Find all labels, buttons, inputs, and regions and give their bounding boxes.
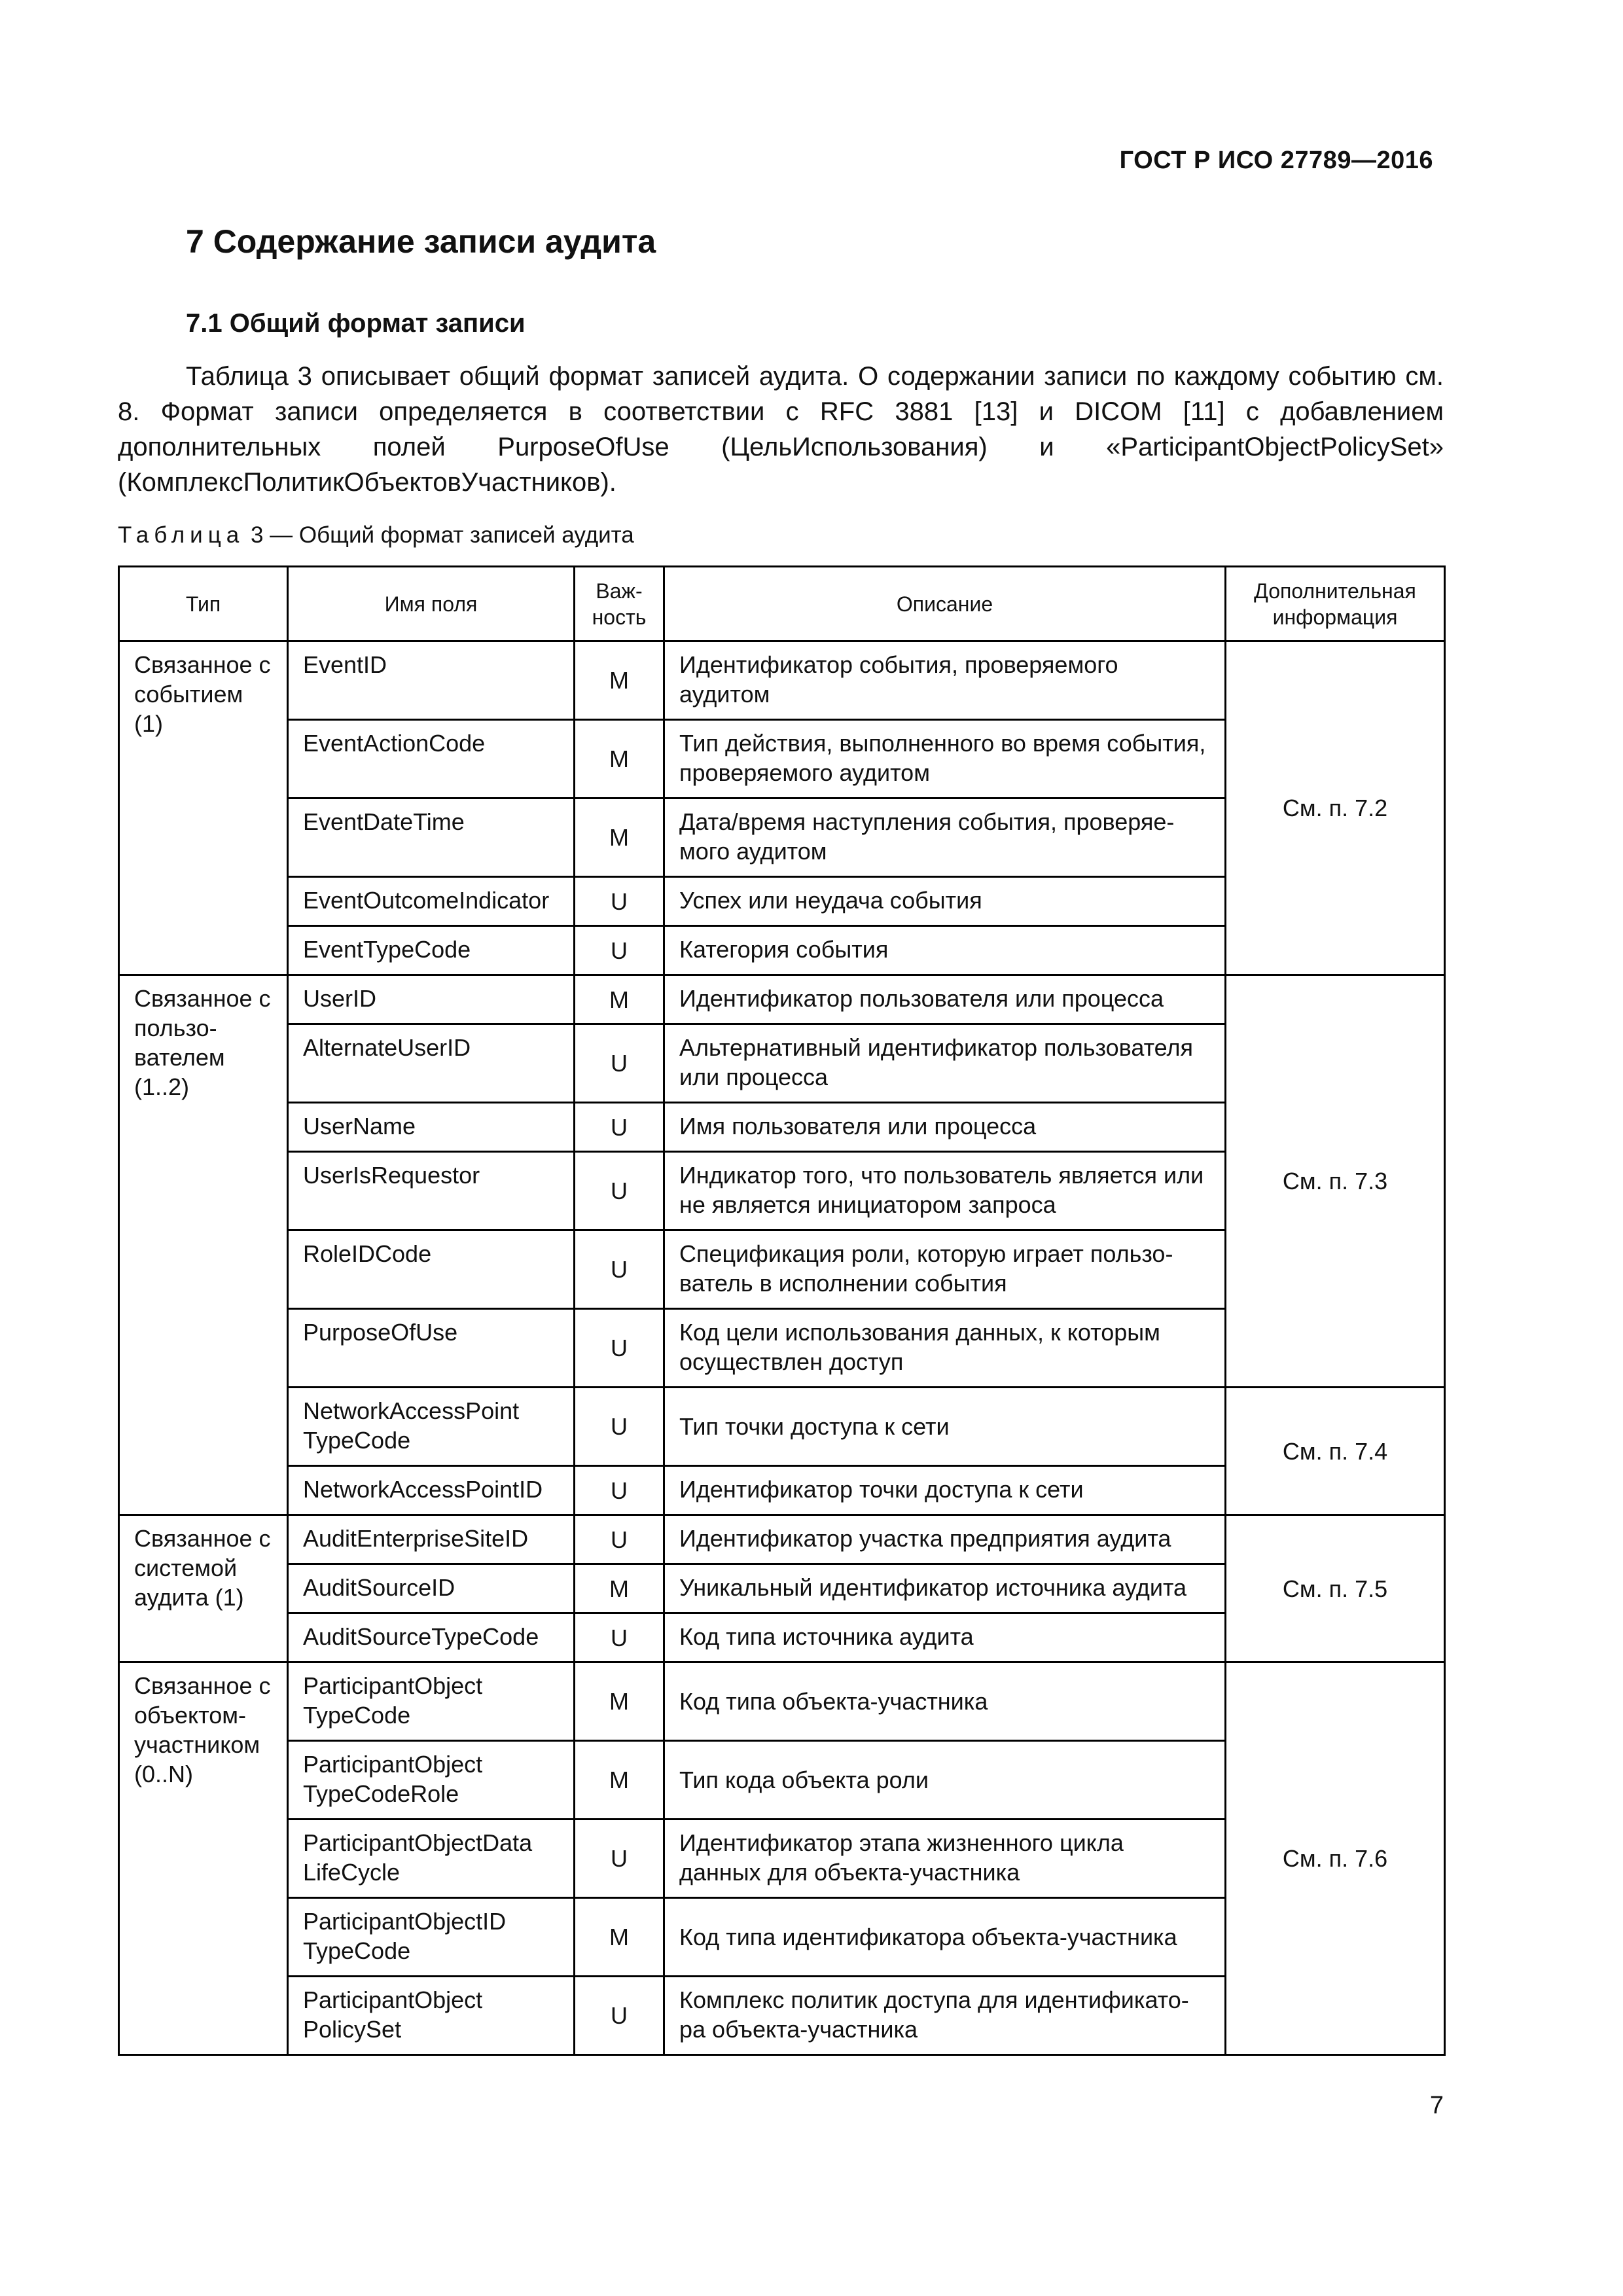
additional-info-cell: См. п. 7.6 bbox=[1226, 1662, 1445, 2055]
standard-designation: ГОСТ Р ИСО 27789—2016 bbox=[1119, 147, 1433, 174]
audit-record-format-table bbox=[118, 565, 1446, 2056]
table-row bbox=[119, 975, 1445, 1024]
body-paragraph bbox=[118, 359, 1444, 500]
additional-info-cell: См. п. 7.4 bbox=[1226, 1388, 1445, 1515]
description-cell: Идентификатор этапа жизненного цикла данных для объекта-участника bbox=[664, 1820, 1226, 1898]
description-cell: Имя пользователя или процесса bbox=[664, 1103, 1226, 1152]
field-name-cell: EventDateTime bbox=[288, 798, 575, 877]
caption-label: Таблица bbox=[118, 522, 245, 548]
importance-cell: U bbox=[575, 926, 664, 975]
field-name-cell: PurposeOfUse bbox=[288, 1309, 575, 1388]
description-cell: Тип действия, выполненного во время события, проверяемого аудитом bbox=[664, 720, 1226, 798]
description-cell: Спецификация роли, которую играет пользо-ватель в исполнении события bbox=[664, 1230, 1226, 1309]
table-row bbox=[119, 1662, 1445, 1741]
importance-cell: U bbox=[575, 877, 664, 926]
field-name-cell: UserName bbox=[288, 1103, 575, 1152]
field-name-cell: EventOutcomeIndicator bbox=[288, 877, 575, 926]
description-cell: Идентификатор пользователя или процесса bbox=[664, 975, 1226, 1024]
field-name-cell: NetworkAccessPoint TypeCode bbox=[288, 1388, 575, 1466]
description-cell: Код типа источника аудита bbox=[664, 1613, 1226, 1662]
type-cell: Связанное с объектом-участником (0..N) bbox=[119, 1662, 288, 2055]
table-row bbox=[119, 1388, 1445, 1466]
importance-cell: U bbox=[575, 1820, 664, 1898]
description-cell: Идентификатор точки доступа к сети bbox=[664, 1466, 1226, 1515]
page-number: 7 bbox=[1429, 2092, 1444, 2119]
description-cell: Индикатор того, что пользователь является или не является инициатором запроса bbox=[664, 1152, 1226, 1230]
importance-cell: U bbox=[575, 1388, 664, 1466]
field-name-cell: RoleIDCode bbox=[288, 1230, 575, 1309]
field-name-cell: AuditEnterpriseSiteID bbox=[288, 1515, 575, 1564]
description-cell: Код типа идентификатора объекта-участника bbox=[664, 1898, 1226, 1977]
description-cell: Категория события bbox=[664, 926, 1226, 975]
type-cell: Связанное с пользо-вателем (1..2) bbox=[119, 975, 288, 1515]
importance-cell: M bbox=[575, 1564, 664, 1613]
additional-info-cell: См. п. 7.2 bbox=[1226, 641, 1445, 975]
importance-cell: U bbox=[575, 1230, 664, 1309]
field-name-cell: ParticipantObjectID TypeCode bbox=[288, 1898, 575, 1977]
description-cell: Тип точки доступа к сети bbox=[664, 1388, 1226, 1466]
field-name-cell: ParticipantObject TypeCodeRole bbox=[288, 1741, 575, 1820]
description-cell: Комплекс политик доступа для идентификато-ра объекта-участника bbox=[664, 1977, 1226, 2055]
table-row bbox=[119, 641, 1445, 720]
type-cell: Связанное с системой аудита (1) bbox=[119, 1515, 288, 1662]
field-name-cell: UserID bbox=[288, 975, 575, 1024]
section-heading: 7 Содержание записи аудита bbox=[186, 223, 656, 260]
body-text: Таблица 3 описывает общий формат записей аудита. О содержании записи по каждому событию см. 8. Формат записи определяется в соответствии с RFC 3881 [13] и DICOM [11] с добавлением дополнительных полей PurposeOfUse (ЦельИспользования) и «ParticipantObjectPolicySet» (КомплексПолитикОбъектовУчастников). bbox=[118, 362, 1444, 497]
importance-cell: U bbox=[575, 1024, 664, 1103]
importance-cell: M bbox=[575, 975, 664, 1024]
table-caption bbox=[118, 522, 634, 548]
field-name-cell: NetworkAccessPointID bbox=[288, 1466, 575, 1515]
importance-cell: U bbox=[575, 1309, 664, 1388]
importance-cell: U bbox=[575, 1613, 664, 1662]
field-name-cell: AuditSourceID bbox=[288, 1564, 575, 1613]
field-name-cell: EventTypeCode bbox=[288, 926, 575, 975]
description-cell: Код типа объекта-участника bbox=[664, 1662, 1226, 1741]
header-field-name: Имя поля bbox=[288, 567, 575, 641]
type-cell: Связанное с событием (1) bbox=[119, 641, 288, 975]
table-row bbox=[119, 1515, 1445, 1564]
description-cell: Идентификатор участка предприятия аудита bbox=[664, 1515, 1226, 1564]
importance-cell: U bbox=[575, 1977, 664, 2055]
importance-cell: U bbox=[575, 1515, 664, 1564]
field-name-cell: AuditSourceTypeCode bbox=[288, 1613, 575, 1662]
importance-cell: U bbox=[575, 1152, 664, 1230]
description-cell: Идентификатор события, проверяемого аудитом bbox=[664, 641, 1226, 720]
importance-cell: M bbox=[575, 1662, 664, 1741]
description-cell: Успех или неудача события bbox=[664, 877, 1226, 926]
header-importance: Важ-ность bbox=[575, 567, 664, 641]
table-header-row bbox=[119, 567, 1445, 641]
header-type: Тип bbox=[119, 567, 288, 641]
field-name-cell: UserIsRequestor bbox=[288, 1152, 575, 1230]
importance-cell: U bbox=[575, 1103, 664, 1152]
importance-cell: U bbox=[575, 1466, 664, 1515]
field-name-cell: ParticipantObjectData LifeCycle bbox=[288, 1820, 575, 1898]
caption-text: — Общий формат записей аудита bbox=[270, 522, 634, 548]
description-cell: Тип кода объекта роли bbox=[664, 1741, 1226, 1820]
additional-info-cell: См. п. 7.3 bbox=[1226, 975, 1445, 1388]
field-name-cell: ParticipantObject PolicySet bbox=[288, 1977, 575, 2055]
additional-info-cell: См. п. 7.5 bbox=[1226, 1515, 1445, 1662]
field-name-cell: EventID bbox=[288, 641, 575, 720]
importance-cell: M bbox=[575, 641, 664, 720]
field-name-cell: ParticipantObject TypeCode bbox=[288, 1662, 575, 1741]
importance-cell: M bbox=[575, 1898, 664, 1977]
description-cell: Код цели использования данных, к которым осуществлен доступ bbox=[664, 1309, 1226, 1388]
caption-number: 3 bbox=[250, 522, 264, 548]
subsection-heading: 7.1 Общий формат записи bbox=[186, 309, 526, 338]
field-name-cell: EventActionCode bbox=[288, 720, 575, 798]
field-name-cell: AlternateUserID bbox=[288, 1024, 575, 1103]
importance-cell: M bbox=[575, 720, 664, 798]
description-cell: Альтернативный идентификатор пользователя или процесса bbox=[664, 1024, 1226, 1103]
header-additional-info: Дополнительная информация bbox=[1226, 567, 1445, 641]
description-cell: Дата/время наступления события, проверяе-мого аудитом bbox=[664, 798, 1226, 877]
importance-cell: M bbox=[575, 1741, 664, 1820]
description-cell: Уникальный идентификатор источника аудита bbox=[664, 1564, 1226, 1613]
header-description: Описание bbox=[664, 567, 1226, 641]
importance-cell: M bbox=[575, 798, 664, 877]
